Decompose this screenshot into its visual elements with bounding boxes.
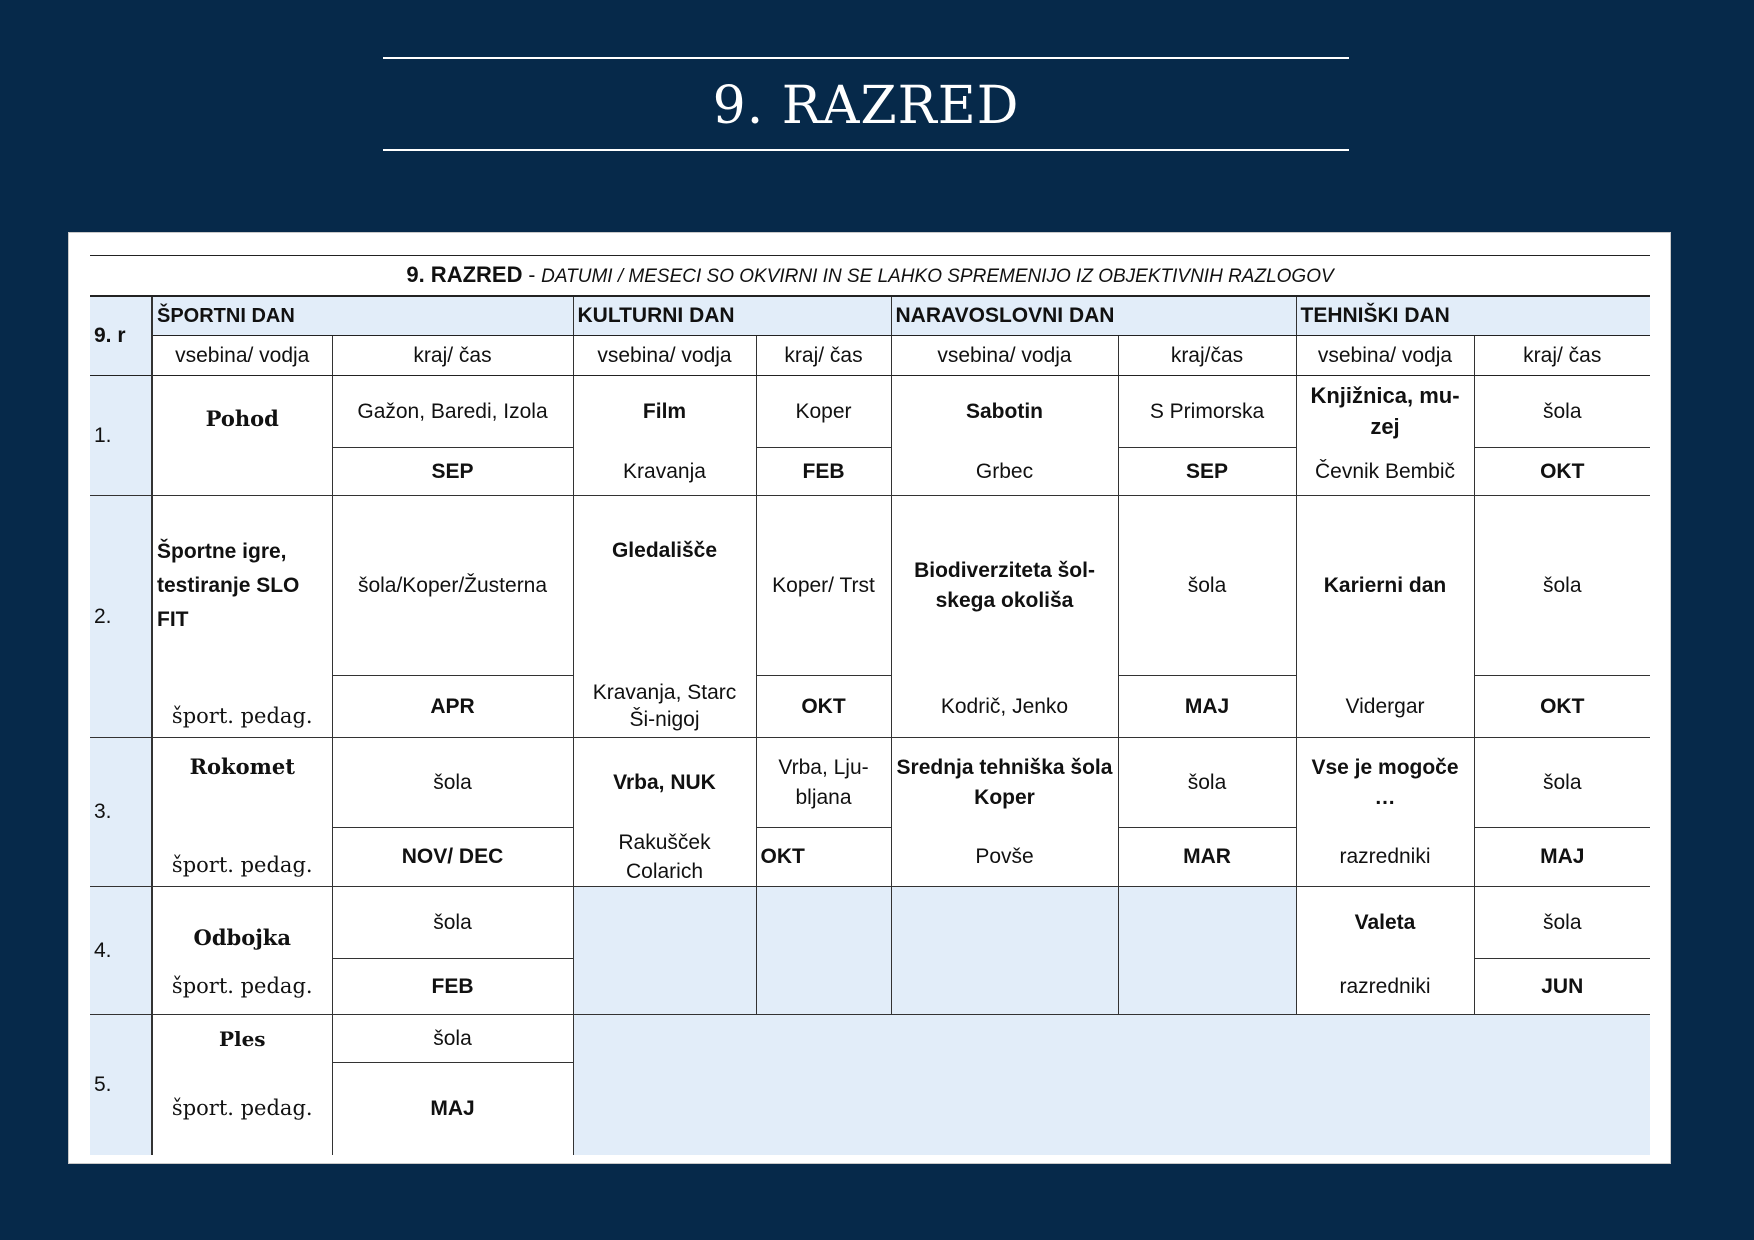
culture-title: Film <box>573 376 756 448</box>
sport-time: MAJ <box>332 1063 573 1155</box>
technical-time: OKT <box>1474 448 1650 496</box>
sport-leader: šport. pedag. <box>152 828 332 887</box>
science-place: S Primorska <box>1118 376 1296 448</box>
row-number: 1. <box>90 376 152 496</box>
culture-time: OKT <box>756 828 891 887</box>
sport-time: APR <box>332 676 573 738</box>
science-title: Srednja tehniška šola Koper <box>891 738 1118 828</box>
sport-title: Športne igre, testiranje SLO FIT <box>152 496 332 676</box>
science-place: šola <box>1118 738 1296 828</box>
table-caption-row <box>90 256 1650 296</box>
category-culture: KULTURNI DAN <box>573 296 891 336</box>
culture-leader: Rakušček Colarich <box>573 828 756 887</box>
category-sport: ŠPORTNI DAN <box>152 296 573 336</box>
technical-title: Vse je mogoče … <box>1296 738 1474 828</box>
culture-title: Vrba, NUK <box>573 738 756 828</box>
slide-title: 9. RAZRED <box>712 76 1020 136</box>
technical-time: JUN <box>1474 959 1650 1015</box>
category-science: NARAVOSLOVNI DAN <box>891 296 1296 336</box>
empty-cell <box>756 887 891 1015</box>
science-leader: Kodrič, Jenko <box>891 676 1118 738</box>
sport-place: šola <box>332 887 573 959</box>
technical-title: Knjižnica, mu-zej <box>1296 376 1474 448</box>
culture-place: Koper <box>756 376 891 448</box>
row-number: 5. <box>90 1015 152 1155</box>
culture-leader: Kravanja, Starc Ši-nigoj <box>573 676 756 738</box>
science-time: MAJ <box>1118 676 1296 738</box>
technical-title: Valeta <box>1296 887 1474 959</box>
empty-cell <box>1118 887 1296 1015</box>
empty-cell <box>573 887 756 1015</box>
culture-title: Gledališče <box>573 496 756 676</box>
sub-header-technical-content: vsebina/ vodja <box>1296 336 1474 376</box>
sport-title: Rokomet <box>152 738 332 828</box>
schedule-sheet <box>68 232 1671 1164</box>
technical-place: šola <box>1474 496 1650 676</box>
technical-time: MAJ <box>1474 828 1650 887</box>
slide-title-frame <box>383 57 1349 151</box>
table-row <box>90 1015 1650 1063</box>
technical-title: Karierni dan <box>1296 496 1474 676</box>
sport-time: FEB <box>332 959 573 1015</box>
table-caption <box>90 256 1650 296</box>
category-header-row <box>90 296 1650 336</box>
table-row <box>90 676 1650 738</box>
sport-title: Odbojka <box>152 887 332 959</box>
sport-leader: šport. pedag. <box>152 1063 332 1155</box>
technical-place: šola <box>1474 738 1650 828</box>
culture-place: Koper/ Trst <box>756 496 891 676</box>
sub-header-science-place: kraj/čas <box>1118 336 1296 376</box>
science-title: Sabotin <box>891 376 1118 448</box>
science-leader: Grbec <box>891 448 1118 496</box>
technical-time: OKT <box>1474 676 1650 738</box>
technical-leader: Vidergar <box>1296 676 1474 738</box>
sport-title: Pohod <box>152 376 332 496</box>
row-label-header: 9. r <box>90 296 152 376</box>
row-number: 4. <box>90 887 152 1015</box>
culture-time: FEB <box>756 448 891 496</box>
sub-header-culture-place: kraj/ čas <box>756 336 891 376</box>
sport-leader: šport. pedag. <box>152 959 332 1015</box>
sub-header-sport-place: kraj/ čas <box>332 336 573 376</box>
technical-place: šola <box>1474 376 1650 448</box>
sub-header-culture-content: vsebina/ vodja <box>573 336 756 376</box>
sport-place: Gažon, Baredi, Izola <box>332 376 573 448</box>
sport-time: NOV/ DEC <box>332 828 573 887</box>
table-row <box>90 738 1650 828</box>
row-number: 2. <box>90 496 152 738</box>
science-title: Biodiverziteta šol-skega okoliša <box>891 496 1118 676</box>
sub-header-science-content: vsebina/ vodja <box>891 336 1118 376</box>
sport-title: Ples <box>152 1015 332 1063</box>
sub-header-sport-content: vsebina/ vodja <box>152 336 332 376</box>
schedule-table <box>90 255 1650 1155</box>
technical-leader: razredniki <box>1296 959 1474 1015</box>
caption-main: 9. RAZRED <box>406 261 523 287</box>
sport-place: šola <box>332 738 573 828</box>
row-number: 3. <box>90 738 152 887</box>
caption-note: DATUMI / MESECI SO OKVIRNI IN SE LAHKO SPREMENIJO IZ OBJEKTIVNIH RAZLOGOV <box>541 265 1334 287</box>
sub-header-row <box>90 336 1650 376</box>
caption-separator: - <box>528 263 536 287</box>
science-time: MAR <box>1118 828 1296 887</box>
empty-cell <box>891 887 1118 1015</box>
sport-time: SEP <box>332 448 573 496</box>
technical-leader: Čevnik Bembič <box>1296 448 1474 496</box>
table-row <box>90 376 1650 448</box>
sport-place: šola/Koper/Žusterna <box>332 496 573 676</box>
technical-place: šola <box>1474 887 1650 959</box>
science-leader: Povše <box>891 828 1118 887</box>
table-row <box>90 828 1650 887</box>
sub-header-technical-place: kraj/ čas <box>1474 336 1650 376</box>
table-row <box>90 496 1650 676</box>
culture-place: Vrba, Lju-bljana <box>756 738 891 828</box>
category-technical: TEHNIŠKI DAN <box>1296 296 1650 336</box>
culture-time: OKT <box>756 676 891 738</box>
culture-leader: Kravanja <box>573 448 756 496</box>
science-time: SEP <box>1118 448 1296 496</box>
table-row <box>90 887 1650 959</box>
sport-leader: šport. pedag. <box>152 676 332 738</box>
technical-leader: razredniki <box>1296 828 1474 887</box>
sport-place: šola <box>332 1015 573 1063</box>
science-place: šola <box>1118 496 1296 676</box>
empty-block <box>573 1015 1650 1155</box>
